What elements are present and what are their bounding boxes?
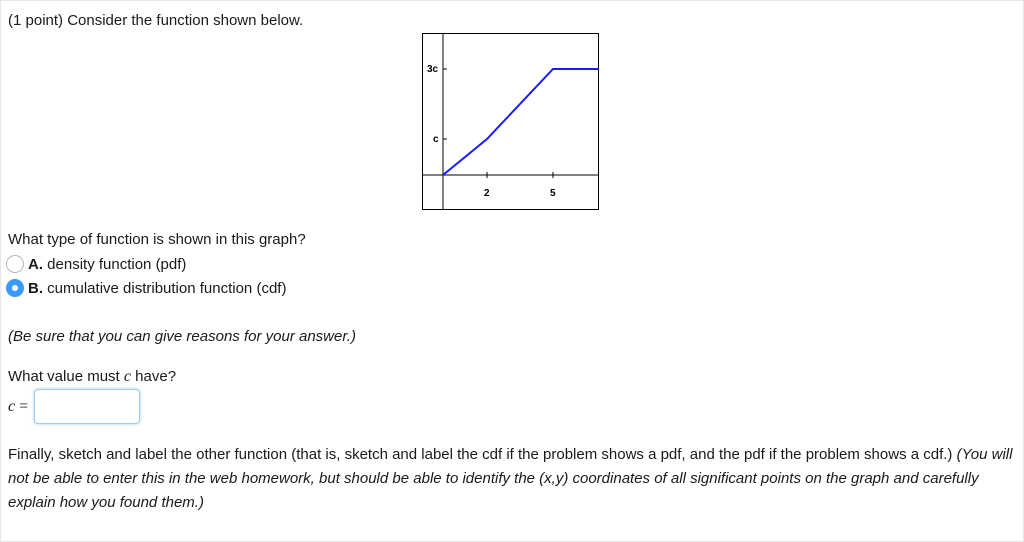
reasons-note: (Be sure that you can give reasons for your answer.) xyxy=(8,328,356,345)
x-tick-label-5: 5 xyxy=(550,188,556,199)
option-b-letter: B. xyxy=(28,279,43,297)
answer-label xyxy=(8,398,28,416)
value-question xyxy=(8,368,176,386)
answer-variable: c xyxy=(8,397,16,415)
option-a-label xyxy=(28,256,186,273)
option-a-text: density function (pdf) xyxy=(43,255,187,273)
final-instructions-italic: (You will not be able to enter this in the web homework, but should be able to identify the (x,y) coordinates of all significant points on the graph and carefully explain how you found them.) xyxy=(8,446,1013,511)
final-instructions-plain: Finally, sketch and label the other function (that is, sketch and label the cdf if the problem shows a pdf, and the pdf if the problem shows a cdf.) xyxy=(8,446,957,463)
option-b[interactable] xyxy=(6,279,286,297)
graph-frame xyxy=(423,34,599,210)
option-b-radio[interactable] xyxy=(6,279,24,297)
option-b-label xyxy=(28,280,286,297)
radio-selected-dot xyxy=(12,285,18,291)
question-type: What type of function is shown in this graph? xyxy=(8,231,306,248)
answer-equals: = xyxy=(15,397,29,415)
option-b-text: cumulative distribution function (cdf) xyxy=(43,279,287,297)
value-question-after: have? xyxy=(131,368,177,385)
function-graph xyxy=(422,33,600,211)
option-a-letter: A. xyxy=(28,255,43,273)
y-tick-label-c: c xyxy=(433,134,439,145)
option-a[interactable] xyxy=(6,255,186,273)
final-instructions xyxy=(8,443,1016,515)
answer-row xyxy=(8,389,140,424)
question-intro: (1 point) Consider the function shown below. xyxy=(8,12,304,29)
y-tick-label-3c: 3c xyxy=(427,64,439,75)
option-a-radio[interactable] xyxy=(6,255,24,273)
value-question-variable: c xyxy=(123,368,131,385)
c-value-input[interactable] xyxy=(34,389,140,424)
value-question-before: What value must xyxy=(8,368,124,385)
x-tick-label-2: 2 xyxy=(484,188,490,199)
